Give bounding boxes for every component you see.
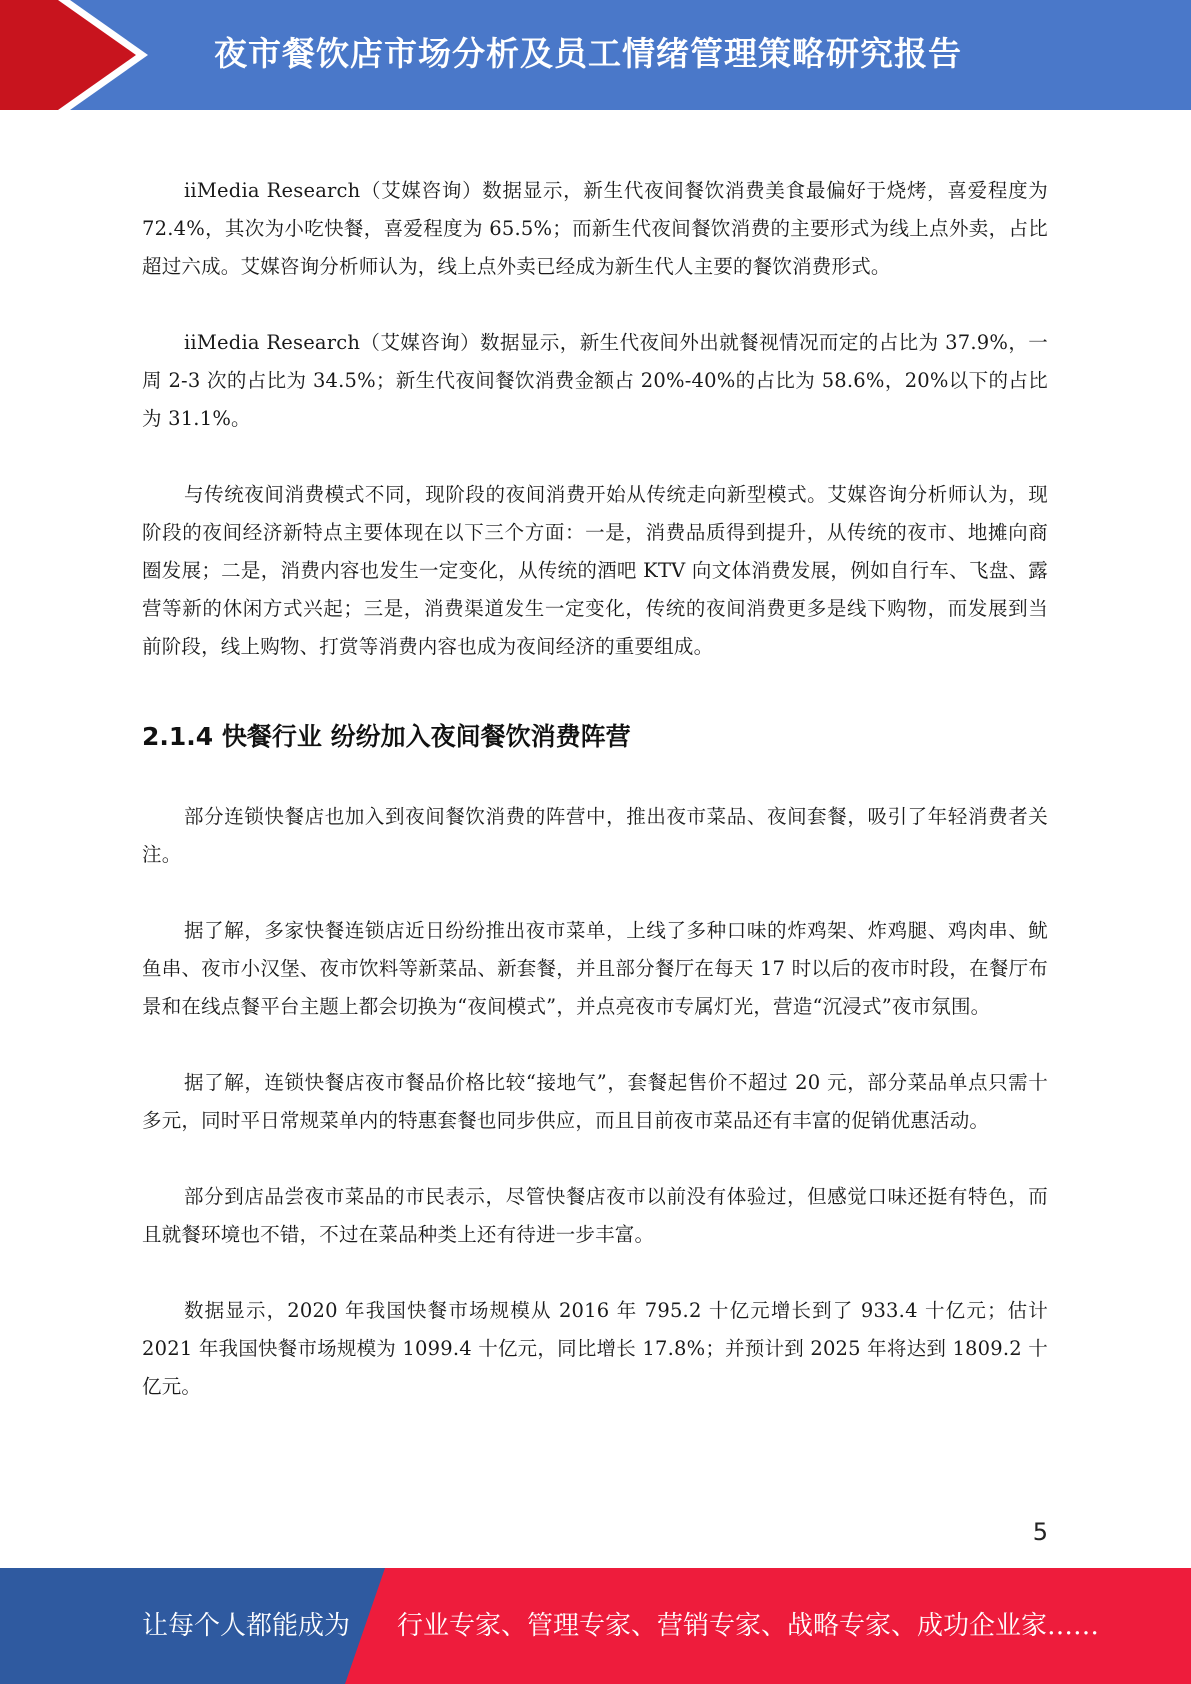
paragraph: iiMedia Research（艾媒咨询）数据显示，新生代夜间餐饮消费美食最偏好于烧烤，喜爱程度为 72.4%，其次为小吃快餐，喜爱程度为 65.5%；而新生代夜间餐饮消费的主要形式为线上点外卖，占比超过六成。艾媒咨询分析师认为，线上点外卖已经成为新生代人主要的餐饮消费形式。 [142, 179, 1048, 278]
paragraph: 据了解，多家快餐连锁店近日纷纷推出夜市菜单，上线了多种口味的炸鸡架、炸鸡腿、鸡肉串、鱿鱼串、夜市小汉堡、夜市饮料等新菜品、新套餐，并且部分餐厅在每天 17 时以后的夜市时段，在餐厅布景和在线点餐平台主题上都会切换为“夜间模式”，并点亮夜市专属灯光，营造“沉浸式”夜市氛围。 [142, 919, 1048, 1018]
paragraph: iiMedia Research（艾媒咨询）数据显示，新生代夜间外出就餐视情况而定的占比为 37.9%，一周 2-3 次的占比为 34.5%；新生代夜间餐饮消费金额占 20%-40%的占比为 58.6%，20%以下的占比为 31.1%。 [142, 331, 1048, 430]
header-arrow-accent [0, 0, 150, 110]
section-heading: 2.1.4 快餐行业 纷纷加入夜间餐饮消费阵营 [142, 722, 631, 751]
footer-slogan-left: 让每个人都能成为 [142, 1611, 351, 1641]
paragraph: 数据显示，2020 年我国快餐市场规模从 2016 年 795.2 十亿元增长到了 933.4 十亿元；估计2021 年我国快餐市场规模为 1099.4 十亿元，同比增长 17.8%；并预计到 2025 年将达到 1809.2 十亿元。 [142, 1299, 1048, 1398]
report-title: 夜市餐饮店市场分析及员工情绪管理策略研究报告 [214, 34, 962, 73]
page-footer [0, 1568, 1191, 1684]
paragraph: 部分连锁快餐店也加入到夜间餐饮消费的阵营中，推出夜市菜品、夜间套餐，吸引了年轻消费者关注。 [142, 805, 1048, 866]
page-header [0, 0, 1191, 110]
page-number: 5 [1032, 1518, 1048, 1546]
paragraph: 与传统夜间消费模式不同，现阶段的夜间消费开始从传统走向新型模式。艾媒咨询分析师认为，现阶段的夜间经济新特点主要体现在以下三个方面：一是，消费品质得到提升，从传统的夜市、地摊向商圈发展；二是，消费内容也发生一定变化，从传统的酒吧 KTV 向文体消费发展，例如自行车、飞盘、露营等新的休闲方式兴起；三是，消费渠道发生一定变化，传统的夜间消费更多是线下购物，而发展到当前阶段，线上购物、打赏等消费内容也成为夜间经济的重要组成。 [142, 483, 1048, 658]
paragraph: 据了解，连锁快餐店夜市餐品价格比较“接地气”，套餐起售价不超过 20 元，部分菜品单点只需十多元，同时平日常规菜单内的特惠套餐也同步供应，而且目前夜市菜品还有丰富的促销优惠活动。 [142, 1071, 1048, 1132]
footer-slogan-right: 行业专家、管理专家、营销专家、战略专家、成功企业家…… [397, 1611, 1100, 1641]
page-content [142, 172, 1048, 1444]
paragraph: 部分到店品尝夜市菜品的市民表示，尽管快餐店夜市以前没有体验过，但感觉口味还挺有特色，而且就餐环境也不错，不过在菜品种类上还有待进一步丰富。 [142, 1185, 1048, 1246]
